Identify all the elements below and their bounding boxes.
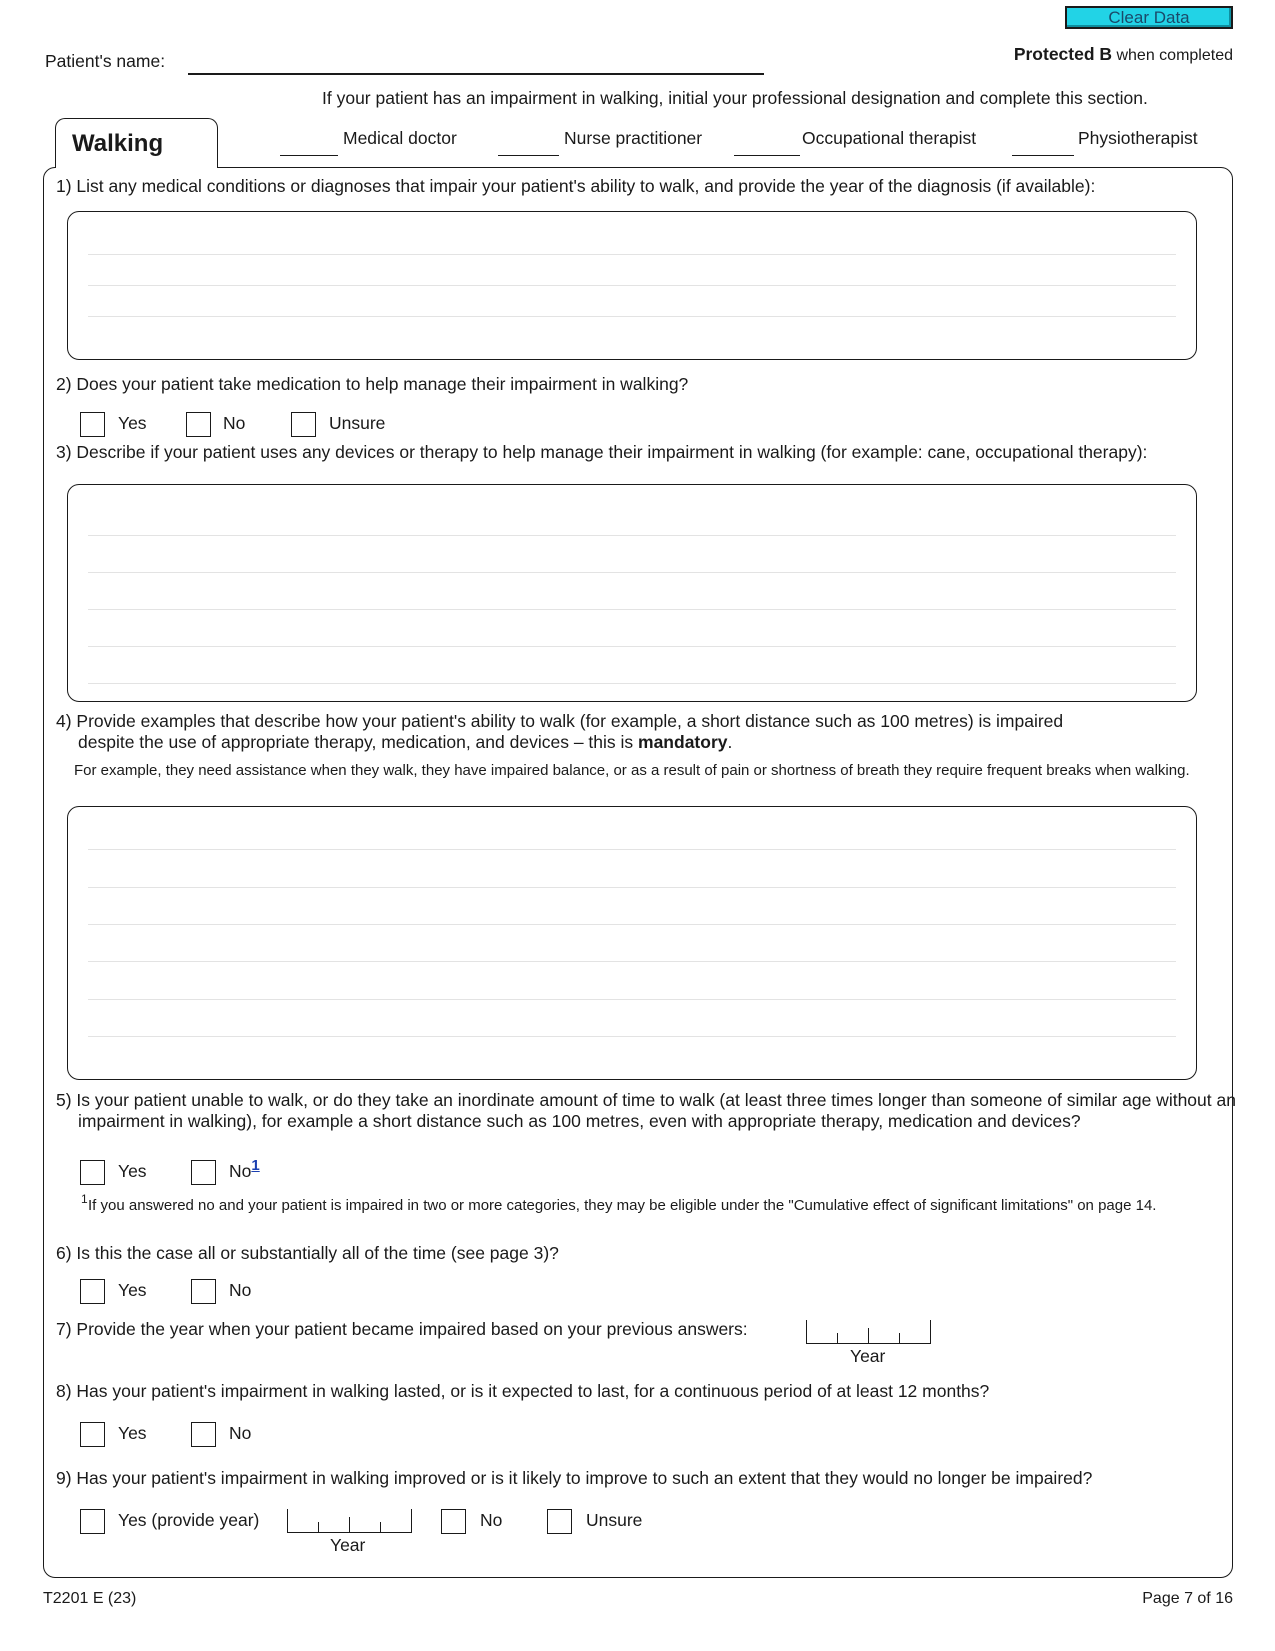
designation-occupational-therapist: Occupational therapist <box>802 128 977 148</box>
initial-field-nurse-practitioner[interactable] <box>498 155 559 156</box>
q9-yes-checkbox[interactable] <box>80 1509 105 1534</box>
q5-yes-checkbox[interactable] <box>80 1160 105 1185</box>
q2-no-label: No <box>223 413 246 433</box>
q5-yes-label: Yes <box>118 1161 147 1181</box>
footnote-1-text: If you answered no and your patient is impaired in two or more categories, they may be eligible under the "Cumulative effect of significant limitations" on page 14. <box>88 1197 1157 1214</box>
q2-unsure-checkbox[interactable] <box>291 412 316 437</box>
question-5: 5) Is your patient unable to walk, or do they take an inordinate amount of time to walk (at least three times longer than someone of similar age without an impairment in walking), for example a short distance such as 100 metres, even with appropriate therapy, medication and devices? <box>56 1090 1236 1131</box>
q8-yes-checkbox[interactable] <box>80 1422 105 1447</box>
q7-year-label: Year <box>850 1346 886 1366</box>
footnote-1-link[interactable]: 1 <box>251 1157 260 1175</box>
q6-yes-label: Yes <box>118 1280 147 1300</box>
question-1: 1) List any medical conditions or diagnoses that impair your patient's ability to walk, and provide the year of the diagnosis (if available): <box>56 176 1096 196</box>
patient-name-field[interactable] <box>188 73 764 75</box>
question-7: 7) Provide the year when your patient became impaired based on your previous answers: <box>56 1319 748 1339</box>
q6-no-label: No <box>229 1280 252 1300</box>
designation-medical-doctor: Medical doctor <box>343 128 457 148</box>
form-id: T2201 E (23) <box>43 1590 137 1607</box>
patient-name-label: Patient's name: <box>45 51 166 71</box>
q9-year-input[interactable] <box>287 1509 412 1533</box>
designation-nurse-practitioner: Nurse practitioner <box>564 128 703 148</box>
question-6: 6) Is this the case all or substantially all of the time (see page 3)? <box>56 1243 559 1263</box>
initial-field-medical-doctor[interactable] <box>280 155 338 156</box>
question-4-line2: despite the use of appropriate therapy, medication, and devices – this is mandatory. <box>78 732 733 752</box>
q2-yes-label: Yes <box>118 413 147 433</box>
initial-field-occupational-therapist[interactable] <box>734 155 800 156</box>
page-number: Page 7 of 16 <box>1142 1590 1233 1607</box>
designation-physiotherapist: Physiotherapist <box>1078 128 1198 148</box>
q5-no-label: No1 <box>229 1157 260 1181</box>
q7-year-input[interactable] <box>806 1320 931 1344</box>
question-9: 9) Has your patient's impairment in walking improved or is it likely to improve to such an extent that they would no longer be impaired? <box>56 1468 1093 1488</box>
q9-unsure-label: Unsure <box>586 1510 643 1530</box>
q9-year-label: Year <box>330 1535 366 1555</box>
q2-unsure-label: Unsure <box>329 413 386 433</box>
devices-therapy-textarea[interactable] <box>67 484 1197 702</box>
protected-b-notice: Protected B when completed <box>1013 44 1233 64</box>
footnote-1-mark: 1 <box>81 1192 88 1206</box>
question-3: 3) Describe if your patient uses any devices or therapy to help manage their impairment in walking (for example: cane, occupational therapy): <box>56 442 1148 462</box>
question-2: 2) Does your patient take medication to help manage their impairment in walking? <box>56 374 689 394</box>
clear-data-button[interactable]: Clear Data <box>1065 6 1233 29</box>
q8-yes-label: Yes <box>118 1423 147 1443</box>
q8-no-checkbox[interactable] <box>191 1422 216 1447</box>
section-instruction: If your patient has an impairment in walking, initial your professional designation and complete this section. <box>322 88 1148 108</box>
question-4-note: For example, they need assistance when they walk, they have impaired balance, or as a result of pain or shortness of breath they require frequent breaks when walking. <box>74 762 1190 779</box>
q9-unsure-checkbox[interactable] <box>547 1509 572 1534</box>
q9-no-checkbox[interactable] <box>441 1509 466 1534</box>
question-8: 8) Has your patient's impairment in walking lasted, or is it expected to last, for a continuous period of at least 12 months? <box>56 1381 990 1401</box>
q2-no-checkbox[interactable] <box>186 412 211 437</box>
diagnoses-textarea[interactable] <box>67 211 1197 360</box>
q5-no-checkbox[interactable] <box>191 1160 216 1185</box>
q9-yes-label: Yes (provide year) <box>118 1510 260 1530</box>
q2-yes-checkbox[interactable] <box>80 412 105 437</box>
question-4-line1: 4) Provide examples that describe how your patient's ability to walk (for example, a short distance such as 100 metres) is impaired <box>56 711 1064 731</box>
q8-no-label: No <box>229 1423 252 1443</box>
impairment-examples-textarea[interactable] <box>67 806 1197 1080</box>
section-title: Walking <box>72 130 164 157</box>
initial-field-physiotherapist[interactable] <box>1012 155 1074 156</box>
q6-yes-checkbox[interactable] <box>80 1279 105 1304</box>
section-tab <box>55 118 218 168</box>
q6-no-checkbox[interactable] <box>191 1279 216 1304</box>
q9-no-label: No <box>480 1510 503 1530</box>
